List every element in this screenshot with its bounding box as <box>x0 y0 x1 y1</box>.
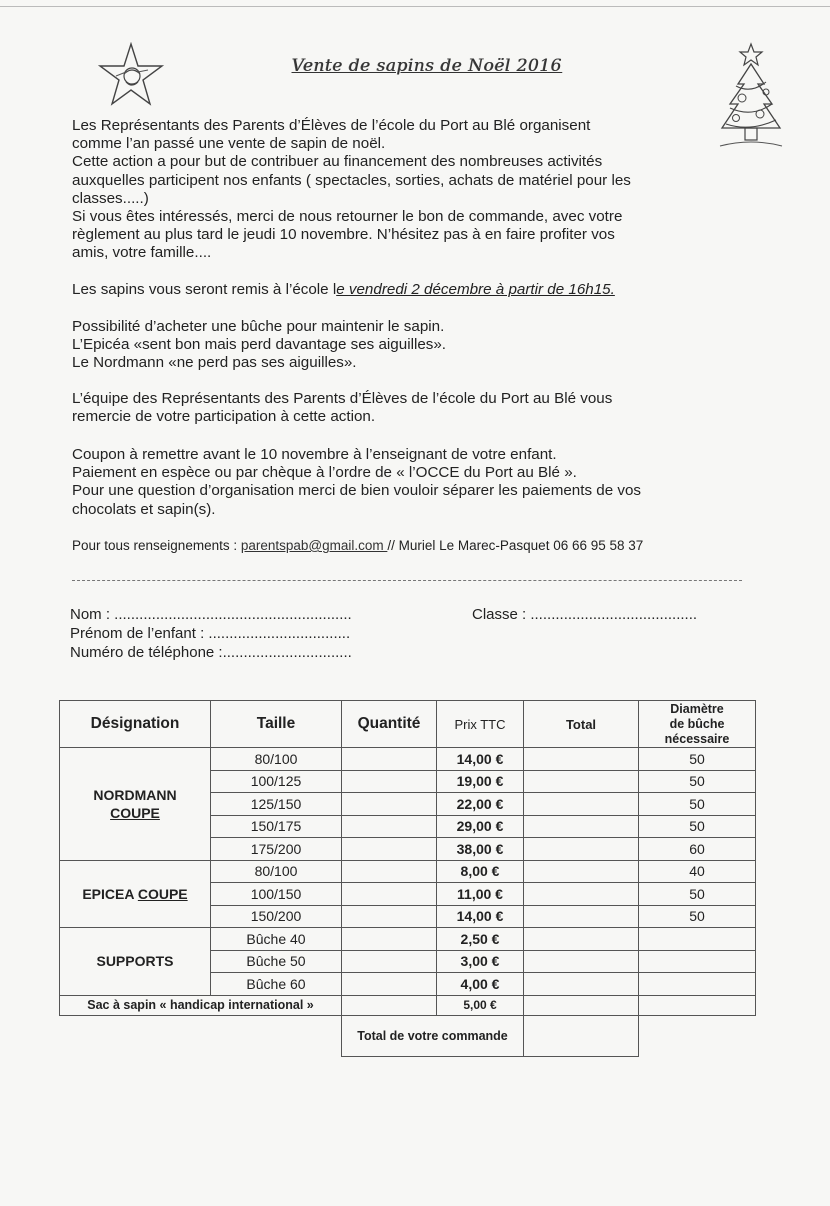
header-quantite: Quantité <box>342 701 437 748</box>
diametre-cell: 50 <box>639 748 756 771</box>
cut-line <box>72 580 742 581</box>
top-border-line <box>0 6 830 7</box>
grand-total-cell[interactable] <box>524 1015 639 1056</box>
quantite-input[interactable] <box>342 815 437 838</box>
taille-cell: 100/125 <box>211 770 342 793</box>
total-cell[interactable] <box>524 995 639 1015</box>
taille-cell: Bûche 40 <box>211 928 342 951</box>
contact-line: Pour tous renseignements : parentspab@gmail.com // Muriel Le Marec-Pasquet 06 66 95 58 37 <box>72 538 644 553</box>
table-row <box>60 860 756 883</box>
taille-cell: 80/100 <box>211 748 342 771</box>
intro-paragraph: Les Représentants des Parents d’Élèves de l’école du Port au Blé organisent comme l’an passé une vente de sapin de noël. Cette action a pour but de contribuer au financement des nombreuses activités auxquelles participent nos enfants ( spectacles, sorties, achats de matériel pour les classes.....) Si vous êtes intéressés, merci de nous retourner le bon de commande, avec votre règlement au plus tard le jeudi 10 novembre. N’hésitez pas à en faire profiter vos amis, votre famille.... <box>72 117 631 262</box>
diametre-cell: 50 <box>639 883 756 906</box>
supports-label: SUPPORTS <box>60 928 211 996</box>
taille-cell: 150/200 <box>211 905 342 928</box>
diametre-cell: 50 <box>639 815 756 838</box>
prix-cell: 8,00 € <box>437 860 524 883</box>
quantite-input[interactable] <box>342 928 437 951</box>
taille-cell: Bûche 60 <box>211 973 342 996</box>
prix-cell: 4,00 € <box>437 973 524 996</box>
table-row <box>60 995 756 1015</box>
prix-cell: 5,00 € <box>437 995 524 1015</box>
quantite-input[interactable] <box>342 950 437 973</box>
total-cell[interactable] <box>524 928 639 951</box>
sac-label: Sac à sapin « handicap international » <box>60 995 342 1015</box>
prix-cell: 38,00 € <box>437 838 524 861</box>
total-cell[interactable] <box>524 815 639 838</box>
nom-field[interactable]: Nom : ......................................................... <box>70 606 352 623</box>
telephone-field[interactable]: Numéro de téléphone :............................... <box>70 644 352 661</box>
total-cell[interactable] <box>524 950 639 973</box>
total-cell[interactable] <box>524 748 639 771</box>
quantite-input[interactable] <box>342 905 437 928</box>
quantite-input[interactable] <box>342 770 437 793</box>
prix-cell: 22,00 € <box>437 793 524 816</box>
taille-cell: 80/100 <box>211 860 342 883</box>
total-cell[interactable] <box>524 860 639 883</box>
taille-cell: 175/200 <box>211 838 342 861</box>
taille-cell: Bûche 50 <box>211 950 342 973</box>
quantite-input[interactable] <box>342 793 437 816</box>
diametre-cell: 50 <box>639 770 756 793</box>
header-diametre: Diamètre de bûche nécessaire <box>639 701 756 748</box>
diametre-cell: 40 <box>639 860 756 883</box>
epicea-label: EPICEA COUPE <box>60 860 211 928</box>
prix-cell: 29,00 € <box>437 815 524 838</box>
delivery-date: e vendredi 2 décembre à partir de 16h15. <box>336 281 615 298</box>
table-header-row <box>60 701 756 748</box>
order-table <box>59 700 756 1057</box>
prix-cell: 14,00 € <box>437 905 524 928</box>
prix-cell: 14,00 € <box>437 748 524 771</box>
diametre-cell <box>639 973 756 996</box>
thanks-paragraph: L’équipe des Représentants des Parents d’Élèves de l’école du Port au Blé vous remercie de votre participation à cette action. <box>72 390 613 426</box>
buche-paragraph: Possibilité d’acheter une bûche pour maintenir le sapin. L’Epicéa «sent bon mais perd davantage ses aiguilles». Le Nordmann «ne perd pas ses aiguilles». <box>72 318 447 372</box>
diametre-cell: 50 <box>639 905 756 928</box>
nordmann-label: NORDMANN COUPE <box>60 748 211 861</box>
coupon-paragraph: Coupon à remettre avant le 10 novembre à l’enseignant de votre enfant. Paiement en espèce ou par chèque à l’ordre de « l’OCCE du Port au Blé ». Pour une question d’organisation merci de bien vouloir séparer les paiements de vos chocolats et sapin(s). <box>72 446 642 518</box>
total-row <box>60 1015 756 1056</box>
quantite-input[interactable] <box>342 995 437 1015</box>
table-row <box>60 748 756 771</box>
prix-cell: 11,00 € <box>437 883 524 906</box>
diametre-cell <box>639 950 756 973</box>
prenom-field[interactable]: Prénom de l’enfant : .................................. <box>70 625 351 642</box>
quantite-input[interactable] <box>342 973 437 996</box>
classe-field[interactable]: Classe : ........................................ <box>472 606 698 623</box>
total-cell[interactable] <box>524 905 639 928</box>
table-row <box>60 928 756 951</box>
quantite-input[interactable] <box>342 860 437 883</box>
quantite-input[interactable] <box>342 748 437 771</box>
prix-cell: 2,50 € <box>437 928 524 951</box>
total-cell[interactable] <box>524 793 639 816</box>
diametre-cell: 50 <box>639 793 756 816</box>
star-icon <box>96 42 166 108</box>
quantite-input[interactable] <box>342 883 437 906</box>
total-cell[interactable] <box>524 973 639 996</box>
total-commande-label: Total de votre commande <box>342 1015 524 1056</box>
prix-cell: 3,00 € <box>437 950 524 973</box>
diametre-cell: 60 <box>639 838 756 861</box>
taille-cell: 100/150 <box>211 883 342 906</box>
total-cell[interactable] <box>524 838 639 861</box>
total-cell[interactable] <box>524 770 639 793</box>
delivery-paragraph: Les sapins vous seront remis à l’école le vendredi 2 décembre à partir de 16h15. <box>72 281 615 298</box>
header-prix: Prix TTC <box>437 701 524 748</box>
taille-cell: 150/175 <box>211 815 342 838</box>
total-cell[interactable] <box>524 883 639 906</box>
quantite-input[interactable] <box>342 838 437 861</box>
prix-cell: 19,00 € <box>437 770 524 793</box>
header-designation: Désignation <box>60 701 211 748</box>
taille-cell: 125/150 <box>211 793 342 816</box>
diametre-cell <box>639 995 756 1015</box>
diametre-cell <box>639 928 756 951</box>
header-taille: Taille <box>211 701 342 748</box>
header-total: Total <box>524 701 639 748</box>
page-title: Vente de sapins de Noël 2016 <box>292 56 563 76</box>
email-link[interactable]: parentspab@gmail.com <box>240 538 388 553</box>
